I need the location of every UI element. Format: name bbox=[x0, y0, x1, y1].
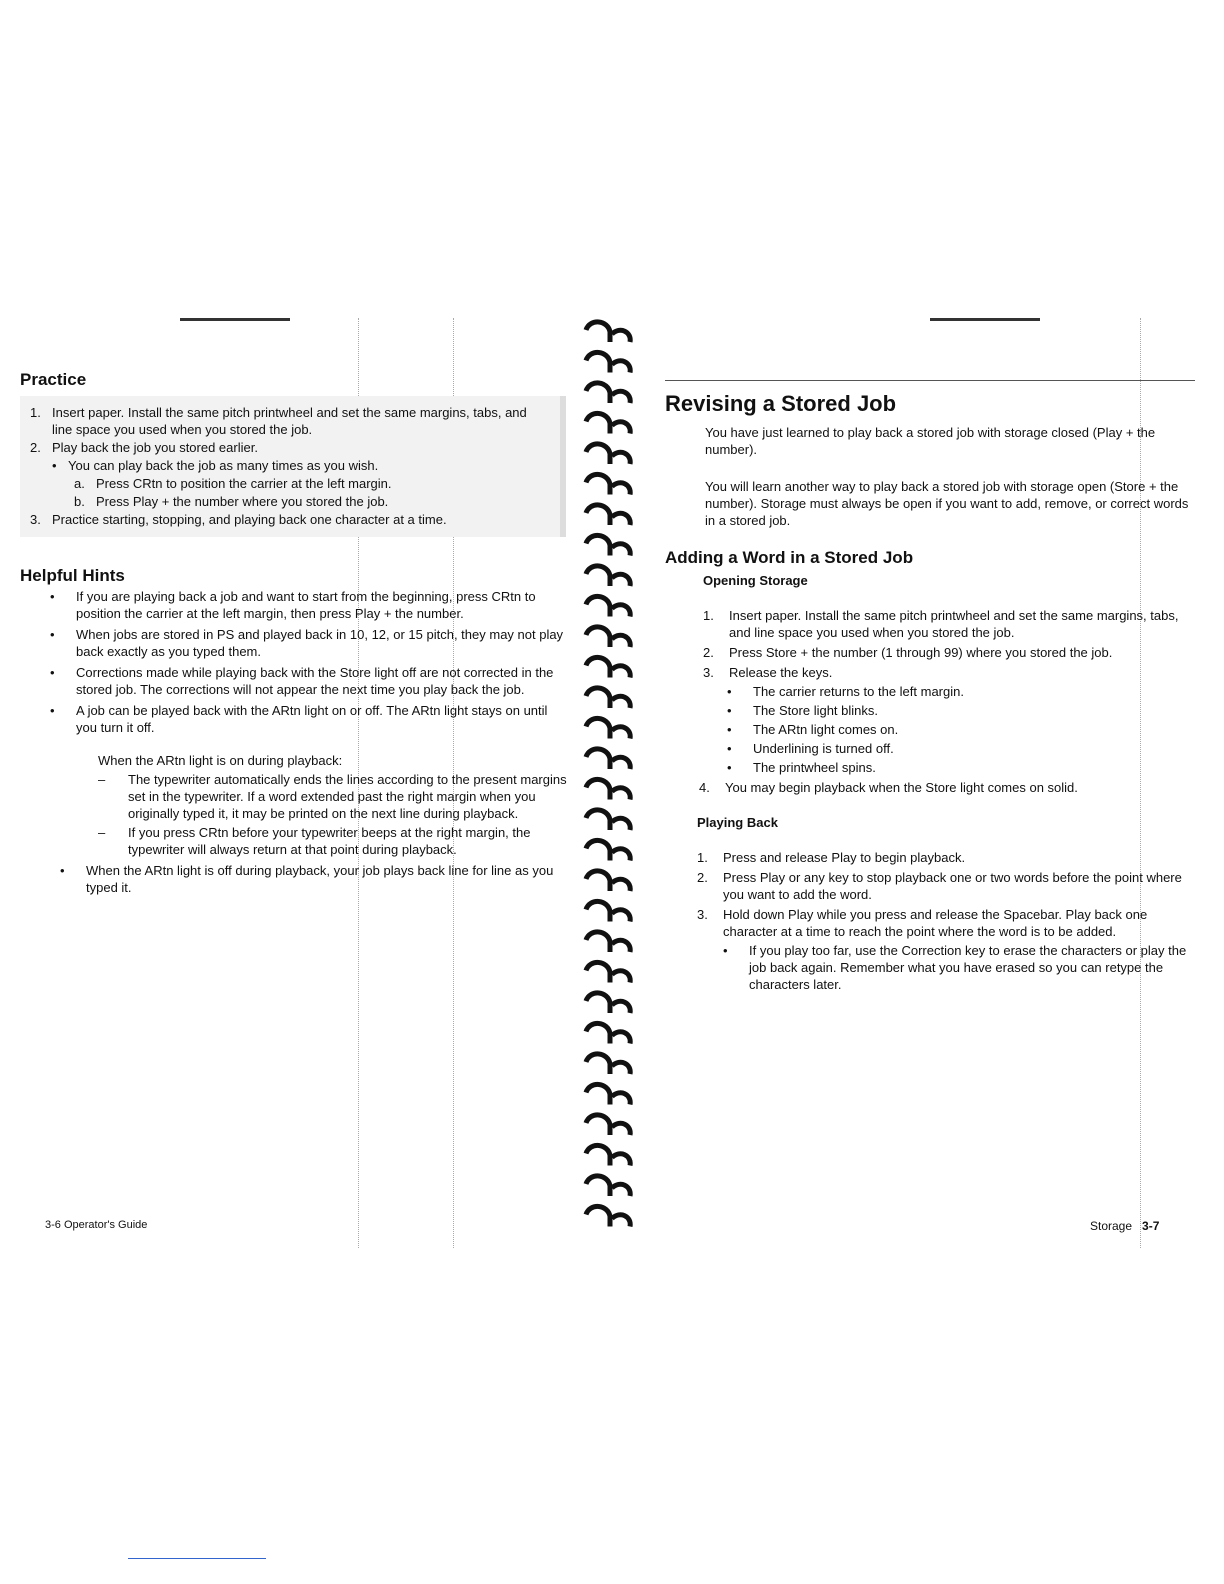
artn-on-heading: When the ARtn light is on during playback: bbox=[98, 753, 343, 768]
spiral-coil bbox=[586, 962, 630, 982]
footer-left: 3-6 Operator's Guide bbox=[45, 1219, 148, 1231]
list-item: • If you are playing back a job and want to start from the beginning, press CRtn to position the carrier at the left margin, then press Play + the number. bbox=[50, 589, 536, 621]
bullet-icon: • bbox=[727, 741, 732, 756]
opening-list bbox=[665, 607, 1190, 796]
list-item: • When the ARtn light is off during playback, your job plays back line for line as you typed it. bbox=[60, 863, 554, 895]
playing-list bbox=[665, 849, 1190, 993]
intro-paragraph: You have just learned to play back a stored job with storage closed (Play + the number). bbox=[705, 425, 1156, 457]
bullet-icon: • bbox=[50, 665, 55, 680]
opening-storage-title: Opening Storage bbox=[703, 573, 808, 588]
intro-paragraph: You will learn another way to play back a stored job with storage open (Store + the number). Storage must always be open if you want to add, remove, or correct words in a stored job. bbox=[705, 479, 1189, 528]
spiral-coil bbox=[586, 1145, 630, 1165]
list-item: • The carrier returns to the left margin. bbox=[727, 684, 964, 699]
spiral-coil bbox=[586, 657, 630, 677]
bullet-icon: • bbox=[50, 589, 55, 604]
spiral-coil bbox=[586, 596, 630, 616]
spiral-coil bbox=[586, 383, 630, 403]
bullet-icon: • bbox=[52, 458, 57, 473]
bullet-icon: • bbox=[723, 943, 728, 958]
spiral-coil bbox=[586, 535, 630, 555]
spiral-coil bbox=[586, 1023, 630, 1043]
artn-on-block bbox=[20, 752, 570, 858]
list-item: 2. Press Store + the number (1 through 99) where you stored the job. bbox=[703, 645, 1113, 660]
bullet-icon: • bbox=[60, 863, 65, 878]
dash-icon: – bbox=[98, 772, 106, 787]
list-item: 3. Hold down Play while you press and release the Spacebar. Play back one character at a time to reach the point where the word is to be added. bbox=[697, 907, 1148, 939]
bullet-icon: • bbox=[727, 703, 732, 718]
spiral-coil bbox=[586, 901, 630, 921]
list-item: b. Press Play + the number where you stored the job. bbox=[74, 494, 389, 509]
spiral-coil bbox=[586, 1176, 630, 1196]
spiral-coil bbox=[586, 688, 630, 708]
spiral-coil bbox=[586, 566, 630, 586]
bullet-icon: • bbox=[50, 703, 55, 718]
spiral-binding-icon bbox=[580, 312, 640, 1242]
practice-box bbox=[20, 396, 566, 537]
top-rule-left bbox=[180, 318, 290, 321]
link-underline bbox=[128, 1558, 266, 1559]
spiral-coil bbox=[586, 718, 630, 738]
spiral-coil bbox=[586, 810, 630, 830]
spiral-coil bbox=[586, 993, 630, 1013]
list-item: • Corrections made while playing back with the Store light off are not corrected in the stored job. The corrections will not appear the next time you play back the job. bbox=[50, 665, 554, 697]
list-item: • The printwheel spins. bbox=[727, 760, 876, 775]
spiral-coil bbox=[586, 413, 630, 433]
spiral-coil bbox=[586, 840, 630, 860]
list-item: – If you press CRtn before your typewriter beeps at the right margin, the typewriter will always return at that point during playback. bbox=[98, 825, 531, 857]
list-item: • When jobs are stored in PS and played back in 10, 12, or 15 pitch, they may not play back exactly as you typed them. bbox=[50, 627, 564, 659]
spiral-coil bbox=[586, 871, 630, 891]
bullet-icon: • bbox=[727, 760, 732, 775]
spiral-coil bbox=[586, 749, 630, 769]
list-item: – The typewriter automatically ends the lines according to the present margins set in the typewriter. If a word extended past the right margin when you originally typed it, it may be printed on the next line during playback. bbox=[98, 772, 567, 821]
list-item: • The Store light blinks. bbox=[727, 703, 879, 718]
spiral-coil bbox=[586, 322, 630, 342]
left-page bbox=[20, 370, 570, 896]
spiral-coil bbox=[586, 352, 630, 372]
list-item: 1. Press and release Play to begin playback. bbox=[697, 850, 966, 865]
list-item: 4. You may begin playback when the Store light comes on solid. bbox=[699, 780, 1078, 795]
list-item: 1. Insert paper. Install the same pitch printwheel and set the same margins, tabs, and line space you used when you stored the job. bbox=[30, 405, 527, 437]
list-item: 2. Play back the job you stored earlier. bbox=[30, 440, 258, 455]
list-item: 3. Practice starting, stopping, and playing back one character at a time. bbox=[30, 512, 447, 527]
list-item: a. Press CRtn to position the carrier at the left margin. bbox=[74, 476, 392, 491]
list-item: 1. Insert paper. Install the same pitch printwheel and set the same margins, tabs, and line space you used when you stored the job. bbox=[703, 608, 1179, 640]
spiral-coil bbox=[586, 474, 630, 494]
list-item: • The ARtn light comes on. bbox=[727, 722, 899, 737]
practice-title: Practice bbox=[20, 370, 87, 389]
spiral-coil bbox=[586, 932, 630, 952]
spiral-coil bbox=[586, 505, 630, 525]
page-title: Revising a Stored Job bbox=[665, 391, 897, 416]
list-item: • If you play too far, use the Correction key to erase the characters or play the job back again. Remember what you have erased so you can retype the characters later. bbox=[723, 943, 1187, 992]
dash-icon: – bbox=[98, 825, 106, 840]
adding-word-title: Adding a Word in a Stored Job bbox=[665, 548, 914, 567]
spiral-coil bbox=[586, 444, 630, 464]
bullet-icon: • bbox=[50, 627, 55, 642]
spiral-coil bbox=[586, 1115, 630, 1135]
header-rule bbox=[665, 380, 1195, 381]
helpful-hints-title: Helpful Hints bbox=[20, 566, 125, 585]
top-rule-right bbox=[930, 318, 1040, 321]
list-item: • You can play back the job as many times as you wish. bbox=[52, 458, 379, 473]
helpful-hints-section bbox=[20, 567, 570, 896]
bullet-icon: • bbox=[727, 722, 732, 737]
list-item: • A job can be played back with the ARtn light on or off. The ARtn light stays on until you turn it off. bbox=[50, 703, 548, 735]
playing-back-title: Playing Back bbox=[697, 815, 778, 830]
spiral-coil bbox=[586, 627, 630, 647]
list-item: 2. Press Play or any key to stop playback one or two words before the point where you want to add the word. bbox=[697, 870, 1182, 902]
bullet-icon: • bbox=[727, 684, 732, 699]
spiral-coil bbox=[586, 1206, 630, 1226]
right-page bbox=[665, 380, 1190, 993]
spiral-coil bbox=[586, 1084, 630, 1104]
spiral-coil bbox=[586, 1054, 630, 1074]
list-item: • Underlining is turned off. bbox=[727, 741, 894, 756]
spiral-coil bbox=[586, 779, 630, 799]
list-item: 3. Release the keys. bbox=[703, 665, 833, 680]
footer-right: Storage 3-7 bbox=[1090, 1219, 1160, 1233]
